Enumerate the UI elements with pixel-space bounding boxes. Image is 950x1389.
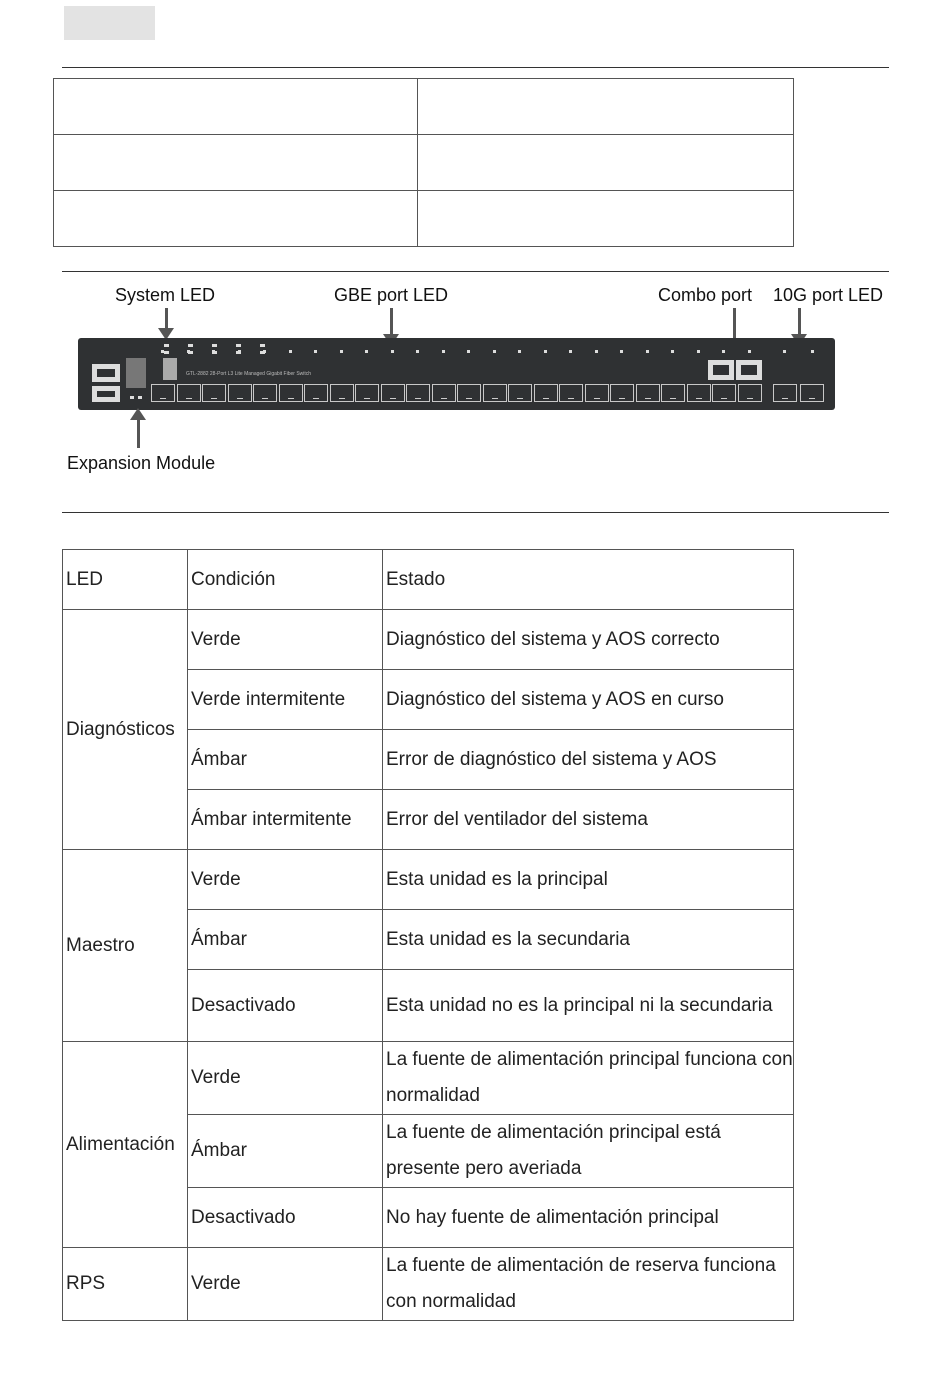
port-led: [697, 350, 700, 353]
port-led: [748, 350, 751, 353]
led-name-cell: Maestro: [63, 850, 188, 1042]
port-led: [365, 350, 368, 353]
condition-cell: Desactivado: [188, 1188, 383, 1248]
sfp-port: [585, 384, 609, 402]
port-led: [467, 350, 470, 353]
console-port: [92, 364, 120, 382]
port-10g-led: [811, 350, 814, 353]
sfp-port: [661, 384, 685, 402]
led-name-cell: Alimentación: [63, 1042, 188, 1248]
port-led: [493, 350, 496, 353]
management-port: [92, 386, 120, 402]
sfp-port: [355, 384, 379, 402]
port-led: [187, 350, 190, 353]
sfp-port: [534, 384, 558, 402]
header-led: LED: [63, 550, 188, 610]
callout-10g-port-led: 10G port LED: [773, 285, 884, 305]
port-led: [340, 350, 343, 353]
port-led: [518, 350, 521, 353]
condition-cell: Verde: [188, 1042, 383, 1115]
device-label: GTL-2882 28-Port L3 Lite Managed Gigabit Fiber Switch: [186, 371, 312, 377]
condition-cell: Ámbar: [188, 910, 383, 970]
header-condition: Condición: [188, 550, 383, 610]
port-led: [289, 350, 292, 353]
sfp-port: [636, 384, 660, 402]
system-led: [188, 344, 193, 347]
port-led: [569, 350, 572, 353]
table-row: [63, 850, 794, 910]
system-led: [236, 344, 241, 347]
empty-table-row: [54, 79, 794, 135]
sfp-port: [279, 384, 303, 402]
sfp-port: [151, 384, 175, 402]
led-name-cell: Diagnósticos: [63, 610, 188, 850]
condition-cell: Verde intermitente: [188, 670, 383, 730]
expansion-led: [130, 396, 134, 399]
condition-cell: Desactivado: [188, 970, 383, 1042]
state-cell: La fuente de alimentación principal está presente pero averiada: [383, 1115, 794, 1188]
sfp-port: [712, 384, 736, 402]
callout-gbe-port-led: GBE port LED: [334, 285, 449, 305]
table-row: [63, 1042, 794, 1115]
port-10g-led: [783, 350, 786, 353]
condition-cell: Ámbar: [188, 1115, 383, 1188]
divider-top: [62, 67, 889, 68]
sfp-port: [483, 384, 507, 402]
callout-combo-port: Combo port: [658, 285, 753, 305]
arrow-10g-port-led: [798, 308, 801, 334]
led-name-cell: RPS: [63, 1248, 188, 1321]
port-led: [391, 350, 394, 353]
sfp-10g-port: [800, 384, 824, 402]
sfp-port: [381, 384, 405, 402]
sfp-port: [304, 384, 328, 402]
sfp-port: [228, 384, 252, 402]
sfp-port: [508, 384, 532, 402]
state-cell: Diagnóstico del sistema y AOS correcto: [383, 610, 794, 670]
sfp-port: [177, 384, 201, 402]
state-cell: Esta unidad es la principal: [383, 850, 794, 910]
sfp-port: [559, 384, 583, 402]
port-led: [620, 350, 623, 353]
state-cell: Esta unidad es la secundaria: [383, 910, 794, 970]
condition-cell: Ámbar: [188, 730, 383, 790]
sfp-port: [253, 384, 277, 402]
arrow-expansion-module: [137, 418, 140, 448]
empty-table: [53, 78, 794, 247]
divider-lower: [62, 512, 889, 513]
led-status-table: [62, 549, 794, 1321]
table-row: [63, 610, 794, 670]
expansion-module-slot: [126, 358, 146, 388]
condition-cell: Ámbar intermitente: [188, 790, 383, 850]
port-led: [212, 350, 215, 353]
state-cell: Diagnóstico del sistema y AOS en curso: [383, 670, 794, 730]
condition-cell: Verde: [188, 1248, 383, 1321]
port-led: [314, 350, 317, 353]
port-led: [646, 350, 649, 353]
sfp-port: [610, 384, 634, 402]
sfp-port: [202, 384, 226, 402]
port-led: [442, 350, 445, 353]
sfp-port: [330, 384, 354, 402]
arrow-system-led: [165, 308, 168, 330]
sfp-port: [457, 384, 481, 402]
divider-middle: [62, 271, 889, 272]
condition-cell: Verde: [188, 850, 383, 910]
header-state: Estado: [383, 550, 794, 610]
state-cell: Error de diagnóstico del sistema y AOS: [383, 730, 794, 790]
port-led: [161, 350, 164, 353]
empty-table-row: [54, 191, 794, 247]
system-led: [164, 344, 169, 347]
sfp-port: [738, 384, 762, 402]
condition-cell: Verde: [188, 610, 383, 670]
combo-port: [736, 360, 762, 380]
state-cell: Error del ventilador del sistema: [383, 790, 794, 850]
switch-front-panel: [78, 338, 835, 410]
brand-logo: [163, 358, 177, 380]
port-led: [263, 350, 266, 353]
sfp-port: [687, 384, 711, 402]
table-row: [63, 1248, 794, 1321]
sfp-10g-port: [773, 384, 797, 402]
header-gray-tab: [64, 6, 155, 40]
sfp-port: [432, 384, 456, 402]
state-cell: La fuente de alimentación de reserva funciona con normalidad: [383, 1248, 794, 1321]
port-led: [671, 350, 674, 353]
system-led: [260, 344, 265, 347]
callout-expansion-module: Expansion Module: [67, 453, 216, 473]
state-cell: No hay fuente de alimentación principal: [383, 1188, 794, 1248]
sfp-port: [406, 384, 430, 402]
system-led: [164, 351, 169, 354]
state-cell: La fuente de alimentación principal funciona con normalidad: [383, 1042, 794, 1115]
combo-port: [708, 360, 734, 380]
system-led: [212, 344, 217, 347]
empty-table-row: [54, 135, 794, 191]
state-cell: Esta unidad no es la principal ni la secundaria: [383, 970, 794, 1042]
table-header-row: [63, 550, 794, 610]
port-led: [544, 350, 547, 353]
port-led: [238, 350, 241, 353]
expansion-led: [138, 396, 142, 399]
port-led: [416, 350, 419, 353]
arrow-gbe-port-led: [390, 308, 393, 336]
port-led: [595, 350, 598, 353]
port-led: [722, 350, 725, 353]
callout-system-led: System LED: [115, 285, 216, 305]
